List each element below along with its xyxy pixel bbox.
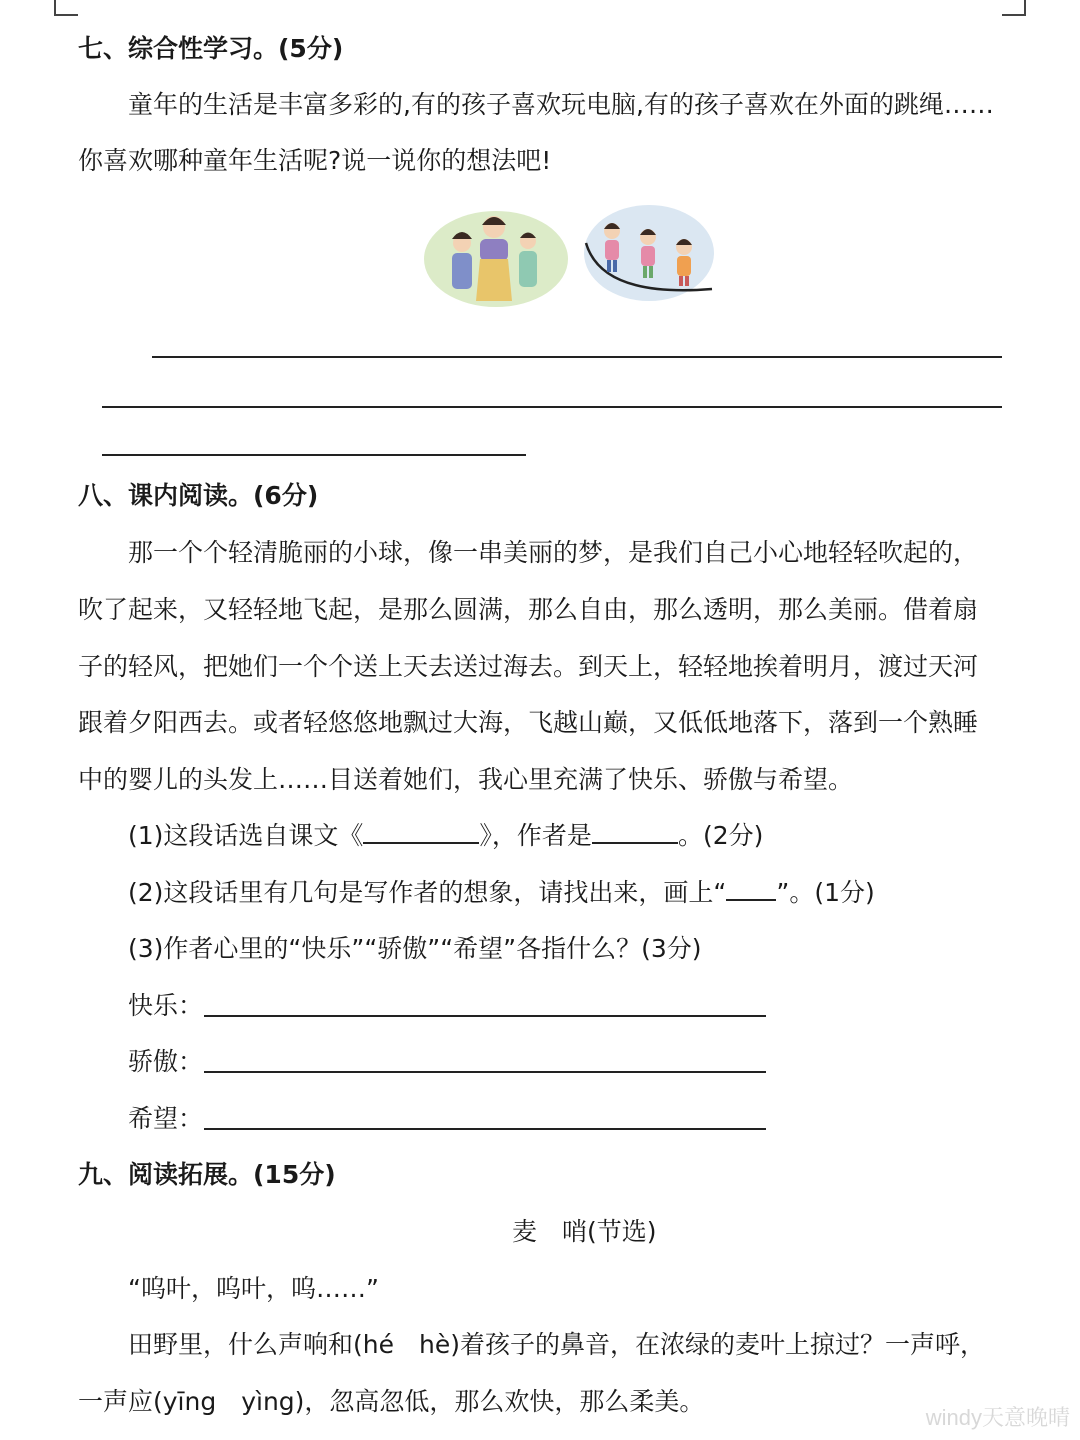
question-1-text: (1)这段话选自课文《 — [128, 821, 364, 850]
title-blank[interactable] — [363, 822, 479, 844]
sack — [519, 251, 537, 287]
question-2-text: ”。(1分) — [776, 878, 875, 907]
answer-label-happy: 快乐： — [128, 991, 204, 1020]
passage-line: 中的婴儿的头发上……目送着她们，我心里充满了快乐、骄傲与希望。 — [78, 765, 854, 794]
section7-paragraph-line: 童年的生活是丰富多彩的,有的孩子喜欢玩电脑,有的孩子喜欢在外面的跳绳…… — [128, 90, 994, 119]
passage-line: 跟着夕阳西去。或者轻悠悠地飘过大海，飞越山巅，又低低地落下，落到一个熟睡 — [78, 708, 979, 737]
corner-crop-mark — [54, 0, 78, 16]
section9-heading: 九、阅读拓展。(15分) — [78, 1160, 336, 1189]
corner-crop-mark — [1002, 0, 1026, 16]
section7-heading: 七、综合性学习。(5分) — [78, 34, 344, 63]
reading-line: 田野里，什么声响和(hé hè)着孩子的鼻音，在浓绿的麦叶上掠过？一声呼， — [128, 1330, 985, 1359]
passage-line: 那一个个轻清脆丽的小球，像一串美丽的梦，是我们自己小心地轻轻吹起的， — [128, 538, 979, 567]
answer-line-happy[interactable] — [204, 1015, 766, 1017]
answer-line[interactable] — [102, 454, 526, 456]
answer-line[interactable] — [102, 406, 1002, 408]
child-shirt — [480, 239, 508, 261]
reading-title: 麦 哨(节选) — [512, 1217, 657, 1246]
passage-line: 吹了起来，又轻轻地飞起，是那么圆满，那么自由，那么透明，那么美丽。借着扇 — [78, 595, 979, 624]
question-1 — [128, 819, 763, 853]
sack — [452, 253, 472, 289]
jump-rope-illustration — [582, 203, 716, 307]
underline-sample — [726, 879, 776, 901]
question-2 — [128, 876, 875, 910]
answer-line[interactable] — [152, 356, 1002, 358]
question-1-text: 。(2分) — [677, 821, 764, 850]
answer-label-pride: 骄傲： — [128, 1047, 204, 1076]
sack-race-illustration — [422, 203, 570, 307]
question-1-text: 》，作者是 — [479, 821, 592, 850]
author-blank[interactable] — [592, 822, 678, 844]
section8-heading: 八、课内阅读。(6分) — [78, 481, 319, 510]
sack — [476, 259, 512, 301]
question-3: (3)作者心里的“快乐”“骄傲”“希望”各指什么？(3分) — [128, 934, 702, 963]
answer-line-hope[interactable] — [204, 1128, 766, 1130]
reading-line: 一声应(yīng yìng)，忽高忽低，那么欢快，那么柔美。 — [78, 1387, 705, 1416]
answer-label-hope: 希望： — [128, 1104, 204, 1133]
reading-line: “呜叶，呜叶，呜……” — [128, 1274, 379, 1303]
passage-line: 子的轻风，把她们一个个送上天去送过海去。到天上，轻轻地挨着明月，渡过天河 — [78, 652, 979, 681]
section7-paragraph-line: 你喜欢哪种童年生活呢?说一说你的想法吧! — [78, 146, 552, 175]
watermark: windy天意晚晴 — [925, 1405, 1070, 1430]
answer-line-pride[interactable] — [204, 1071, 766, 1073]
question-2-text: (2)这段话里有几句是写作者的想象，请找出来，画上“ — [128, 878, 727, 907]
